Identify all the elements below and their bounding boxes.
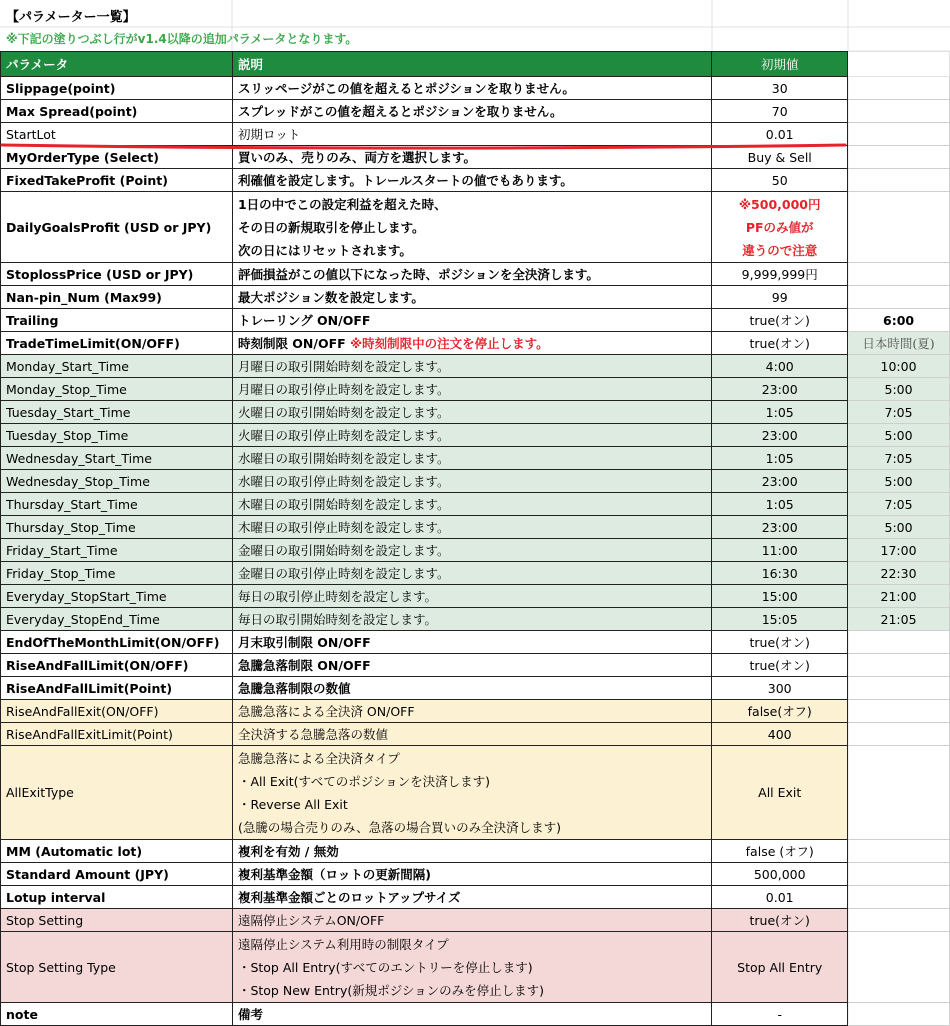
param-description: 最大ポジション数を設定します。	[232, 286, 711, 309]
param-description: スプレッドがこの値を超えるとポジションを取りません。	[232, 100, 711, 123]
table-row	[1, 631, 950, 654]
extra-time-value	[848, 863, 950, 886]
param-name: Monday_Stop_Time	[1, 378, 233, 401]
table-row	[1, 886, 950, 909]
param-name: EndOfTheMonthLimit(ON/OFF)	[1, 631, 233, 654]
param-name: Thursday_Stop_Time	[1, 516, 233, 539]
description-warning: ※時刻制限中の注文を停止します。	[350, 336, 549, 351]
extra-time-value: 5:00	[848, 470, 950, 493]
table-row	[1, 146, 950, 169]
table-row	[1, 424, 950, 447]
table-row	[1, 863, 950, 886]
extra-time-value: 5:00	[848, 516, 950, 539]
default-value: 0.01	[712, 123, 848, 146]
table-row	[1, 123, 950, 146]
param-description: トレーリング ON/OFF	[232, 309, 711, 332]
extra-time-value	[848, 263, 950, 286]
extra-time-value: 5:00	[848, 378, 950, 401]
default-value	[712, 192, 848, 263]
table-row	[1, 840, 950, 863]
param-description	[232, 192, 711, 263]
table-row	[1, 539, 950, 562]
default-value: 30	[712, 77, 848, 100]
param-name: DailyGoalsProfit (USD or JPY)	[1, 192, 233, 263]
extra-time-value	[848, 886, 950, 909]
description-line: 急騰急落による全決済タイプ	[237, 750, 400, 766]
extra-time-value	[848, 192, 950, 263]
param-name: RiseAndFallLimit(Point)	[1, 677, 233, 700]
extra-time-value	[848, 169, 950, 192]
table-row	[1, 608, 950, 631]
default-value: 11:00	[712, 539, 848, 562]
param-name: RiseAndFallExitLimit(Point)	[1, 723, 233, 746]
param-description: スリッページがこの値を超えるとポジションを取りません。	[232, 77, 711, 100]
param-name: Stop Setting Type	[1, 932, 233, 1003]
description-line: ・Stop All Entry(すべてのエントリーを停止します)	[237, 959, 533, 975]
param-description: 火曜日の取引開始時刻を設定します。	[232, 401, 711, 424]
table-row	[1, 286, 950, 309]
default-value: 0.01	[712, 886, 848, 909]
extra-time-value: 10:00	[848, 355, 950, 378]
extra-time-value	[848, 77, 950, 100]
default-value: 50	[712, 169, 848, 192]
default-value: All Exit	[712, 746, 848, 840]
param-description	[232, 932, 711, 1003]
param-name: StartLot	[1, 123, 233, 146]
param-name: RiseAndFallExit(ON/OFF)	[1, 700, 233, 723]
param-name: Everyday_StopStart_Time	[1, 585, 233, 608]
extra-time-value	[848, 286, 950, 309]
extra-time-value: 6:00	[848, 309, 950, 332]
default-value: -	[712, 1003, 848, 1026]
param-description	[232, 746, 711, 840]
table-row	[1, 585, 950, 608]
default-value: 16:30	[712, 562, 848, 585]
param-description: 複利基準金額（ロットの更新間隔)	[232, 863, 711, 886]
extra-time-value: 日本時間(夏)	[848, 332, 950, 355]
sheet-title: 【パラメーター一覧】	[6, 10, 136, 25]
param-description: 買いのみ、売りのみ、両方を選択します。	[232, 146, 711, 169]
table-row	[1, 516, 950, 539]
default-value: true(オン)	[712, 631, 848, 654]
param-name: Lotup interval	[1, 886, 233, 909]
default-value: false (オフ)	[712, 840, 848, 863]
default-value: 23:00	[712, 470, 848, 493]
table-row	[1, 355, 950, 378]
extra-time-value	[848, 723, 950, 746]
value-warning-line: PFのみ値が	[745, 219, 814, 235]
param-description: 水曜日の取引停止時刻を設定します。	[232, 470, 711, 493]
value-warning-line: 違うので注意	[742, 242, 818, 258]
param-description: 月曜日の取引停止時刻を設定します。	[232, 378, 711, 401]
description-line: (急騰の場合売りのみ、急落の場合買いのみ全決済します)	[237, 819, 561, 835]
table-row	[1, 932, 950, 1003]
default-value: 70	[712, 100, 848, 123]
table-row	[1, 746, 950, 840]
description-line: その日の新規取引を停止します。	[237, 219, 425, 235]
default-value: 15:00	[712, 585, 848, 608]
description-line: ・Stop New Entry(新規ポジションのみを停止します)	[237, 982, 545, 998]
param-description: 月曜日の取引開始時刻を設定します。	[232, 355, 711, 378]
param-description: 複利基準金額ごとのロットアップサイズ	[232, 886, 711, 909]
param-name: Friday_Start_Time	[1, 539, 233, 562]
default-value: 23:00	[712, 424, 848, 447]
description-line: 遠隔停止システム利用時の制限タイプ	[237, 936, 449, 952]
default-value: 99	[712, 286, 848, 309]
table-row	[1, 470, 950, 493]
header-default: 初期値	[712, 52, 848, 77]
extra-time-value	[848, 1003, 950, 1026]
extra-time-value: 7:05	[848, 447, 950, 470]
param-description: 急騰急落制限の数値	[232, 677, 711, 700]
extra-time-value: 17:00	[848, 539, 950, 562]
default-value: 1:05	[712, 493, 848, 516]
param-description	[232, 332, 711, 355]
param-description: 利確値を設定します。トレールスタートの値でもあります。	[232, 169, 711, 192]
description-line: ・Reverse All Exit	[237, 796, 348, 812]
table-row	[1, 447, 950, 470]
sheet-note: ※下記の塗りつぶし行がv1.4以降の追加パラメータとなります。	[6, 32, 358, 46]
value-warning-line: ※500,000円	[738, 196, 821, 212]
param-name: Everyday_StopEnd_Time	[1, 608, 233, 631]
param-name: Tuesday_Stop_Time	[1, 424, 233, 447]
table-row	[1, 263, 950, 286]
description-line: 次の日にはリセットされます。	[237, 242, 412, 258]
default-value: true(オン)	[712, 309, 848, 332]
description-text: 時刻制限 ON/OFF	[237, 336, 346, 351]
table-row	[1, 909, 950, 932]
param-name: Standard Amount (JPY)	[1, 863, 233, 886]
extra-time-value: 7:05	[848, 401, 950, 424]
extra-time-value	[848, 840, 950, 863]
param-description: 遠隔停止システムON/OFF	[232, 909, 711, 932]
header-desc: 説明	[232, 52, 711, 77]
extra-time-value: 7:05	[848, 493, 950, 516]
param-name: Wednesday_Start_Time	[1, 447, 233, 470]
table-row	[1, 100, 950, 123]
extra-time-value	[848, 631, 950, 654]
param-description: 木曜日の取引開始時刻を設定します。	[232, 493, 711, 516]
default-value: 1:05	[712, 401, 848, 424]
extra-time-value	[848, 909, 950, 932]
param-description: 評価損益がこの値以下になった時、ポジションを全決済します。	[232, 263, 711, 286]
table-row	[1, 77, 950, 100]
table-row	[1, 401, 950, 424]
extra-time-value	[848, 677, 950, 700]
param-name: Thursday_Start_Time	[1, 493, 233, 516]
table-row	[1, 723, 950, 746]
param-description: 複利を有効 / 無効	[232, 840, 711, 863]
param-name: AllExitType	[1, 746, 233, 840]
param-description: 備考	[232, 1003, 711, 1026]
default-value: 1:05	[712, 447, 848, 470]
default-value: false(オフ)	[712, 700, 848, 723]
extra-time-value	[848, 932, 950, 1003]
param-description: 金曜日の取引停止時刻を設定します。	[232, 562, 711, 585]
param-description: 毎日の取引開始時刻を設定します。	[232, 608, 711, 631]
param-name: StoplossPrice (USD or JPY)	[1, 263, 233, 286]
param-name: MM (Automatic lot)	[1, 840, 233, 863]
default-value: Buy & Sell	[712, 146, 848, 169]
param-name: Wednesday_Stop_Time	[1, 470, 233, 493]
default-value: 300	[712, 677, 848, 700]
extra-time-value	[848, 700, 950, 723]
param-description: 月末取引制限 ON/OFF	[232, 631, 711, 654]
param-description: 火曜日の取引停止時刻を設定します。	[232, 424, 711, 447]
table-row	[1, 654, 950, 677]
default-value: true(オン)	[712, 332, 848, 355]
table-row	[1, 493, 950, 516]
description-line: ・All Exit(すべてのポジションを決済します)	[237, 773, 491, 789]
param-name: note	[1, 1003, 233, 1026]
default-value: 23:00	[712, 378, 848, 401]
table-row	[1, 700, 950, 723]
table-row	[1, 378, 950, 401]
default-value: true(オン)	[712, 654, 848, 677]
param-name: Slippage(point)	[1, 77, 233, 100]
param-name: RiseAndFallLimit(ON/OFF)	[1, 654, 233, 677]
table-row	[1, 169, 950, 192]
extra-time-value	[848, 146, 950, 169]
param-name: Friday_Stop_Time	[1, 562, 233, 585]
default-value: 23:00	[712, 516, 848, 539]
table-row	[1, 1003, 950, 1026]
extra-time-value	[848, 100, 950, 123]
description-line: 1日の中でこの設定利益を超えた時、	[237, 196, 447, 212]
extra-time-value: 5:00	[848, 424, 950, 447]
extra-time-value: 21:00	[848, 585, 950, 608]
default-value: 9,999,999円	[712, 263, 848, 286]
header-row	[1, 52, 950, 77]
param-name: FixedTakeProfit (Point)	[1, 169, 233, 192]
table-row	[1, 562, 950, 585]
default-value: 4:00	[712, 355, 848, 378]
param-name: Trailing	[1, 309, 233, 332]
param-name: Stop Setting	[1, 909, 233, 932]
extra-time-value: 21:05	[848, 608, 950, 631]
param-name: TradeTimeLimit(ON/OFF)	[1, 332, 233, 355]
param-description: 全決済する急騰急落の数値	[232, 723, 711, 746]
table-row	[1, 677, 950, 700]
extra-time-value: 22:30	[848, 562, 950, 585]
default-value: true(オン)	[712, 909, 848, 932]
extra-time-value	[848, 123, 950, 146]
default-value: 500,000	[712, 863, 848, 886]
extra-time-value	[848, 746, 950, 840]
param-name: Tuesday_Start_Time	[1, 401, 233, 424]
table-row	[1, 332, 950, 355]
param-description: 水曜日の取引開始時刻を設定します。	[232, 447, 711, 470]
param-name: Max Spread(point)	[1, 100, 233, 123]
extra-time-value	[848, 654, 950, 677]
param-description: 急騰急落による全決済 ON/OFF	[232, 700, 711, 723]
param-description: 木曜日の取引停止時刻を設定します。	[232, 516, 711, 539]
header-empty	[848, 52, 950, 77]
param-description: 初期ロット	[232, 123, 711, 146]
param-description: 急騰急落制限 ON/OFF	[232, 654, 711, 677]
param-name: Monday_Start_Time	[1, 355, 233, 378]
param-description: 毎日の取引停止時刻を設定します。	[232, 585, 711, 608]
default-value: 15:05	[712, 608, 848, 631]
param-name: MyOrderType (Select)	[1, 146, 233, 169]
table-row	[1, 192, 950, 263]
default-value: 400	[712, 723, 848, 746]
parameter-table	[0, 51, 950, 1026]
param-description: 金曜日の取引開始時刻を設定します。	[232, 539, 711, 562]
table-row	[1, 309, 950, 332]
param-name: Nan-pin_Num (Max99)	[1, 286, 233, 309]
header-param: パラメータ	[1, 52, 233, 77]
default-value: Stop All Entry	[712, 932, 848, 1003]
